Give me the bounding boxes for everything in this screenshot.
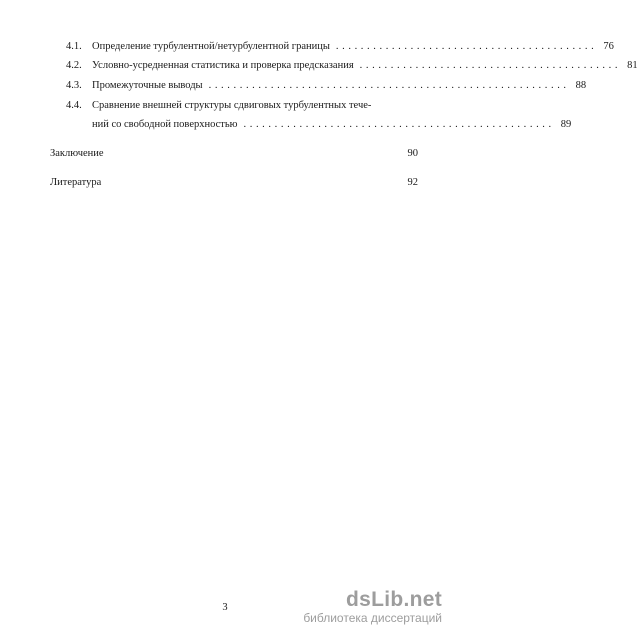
toc-entry-page: 90 (407, 148, 418, 159)
watermark-logo-text: dsLib.net (345, 588, 442, 611)
toc-entry-title: Сравнение внешней структуры сдвиговых турбулентных тече- (92, 100, 372, 111)
watermark-subtitle: библиотека диссертаций (303, 611, 442, 625)
toc-entry-page: 89 (560, 119, 572, 130)
toc-entry-number: 4.2. (66, 60, 82, 71)
watermark-logo (303, 589, 442, 625)
toc-entry-page: 92 (407, 177, 418, 188)
toc-entry-title: Промежуточные выводы (92, 80, 203, 91)
toc-leader-dots: .......................................... (359, 60, 622, 71)
toc-entry-conclusion[interactable] (50, 147, 418, 161)
toc-leader-dots: .................................................. (243, 119, 555, 130)
toc-entry-number: 4.1. (66, 41, 82, 52)
toc-entry-title: Определение турбулентной/нетурбулентной границы (92, 41, 330, 52)
toc-entry-page: 81 (627, 60, 638, 71)
toc-entry-page: 88 (575, 80, 587, 91)
toc-leader-dots: .......................................... (335, 41, 598, 52)
toc-entry-literature[interactable] (50, 176, 418, 190)
toc-entry-4-4[interactable] (66, 99, 418, 113)
toc-entry-title-continuation: ний со свободной поверхностью (92, 119, 238, 130)
toc-entry-4-2[interactable] (66, 59, 638, 73)
toc-entry-title: Условно-усредненная статистика и проверка предсказания (92, 60, 354, 71)
toc-entry-number: 4.3. (66, 80, 82, 91)
toc-entry-4-4-continuation[interactable] (92, 118, 572, 132)
page-number: 3 (222, 602, 228, 613)
toc-entry-4-3[interactable] (66, 79, 587, 93)
toc-entry-number: 4.4. (66, 100, 82, 111)
toc-entry-4-1[interactable] (66, 40, 614, 54)
toc-leader-dots: .......................................................... (208, 80, 570, 91)
toc-entry-title: Литература (50, 177, 102, 188)
toc-entry-title: Заключение (50, 148, 104, 159)
toc-entry-page: 76 (603, 41, 614, 52)
